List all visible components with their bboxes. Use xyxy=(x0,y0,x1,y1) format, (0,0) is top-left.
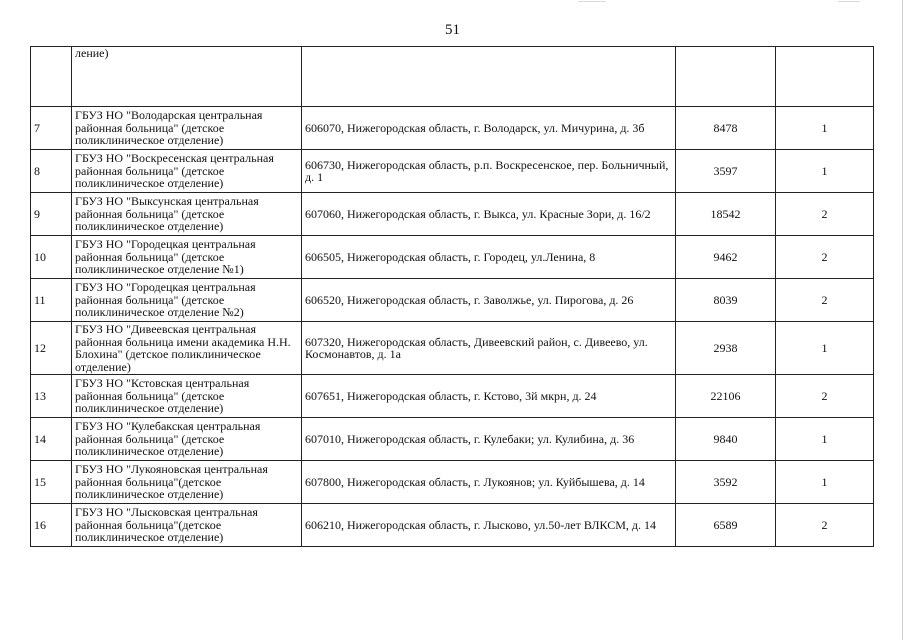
cell-name: ГБУЗ НО "Лукояновская центральная районная больница"(детское поликлиническое отделение) xyxy=(72,461,302,504)
cell-num: 8 xyxy=(31,150,72,193)
cell-count: 22106 xyxy=(676,375,776,418)
cell-num: 11 xyxy=(31,279,72,322)
cell-count: 9840 xyxy=(676,418,776,461)
page-number: 51 xyxy=(445,22,460,38)
cell-units xyxy=(776,47,874,107)
cell-units: 1 xyxy=(776,322,874,375)
cell-units: 1 xyxy=(776,107,874,150)
cell-count: 6589 xyxy=(676,504,776,547)
cell-units: 1 xyxy=(776,150,874,193)
cell-address: 606210, Нижегородская область, г. Лысково, ул.50-лет ВЛКСМ, д. 14 xyxy=(302,504,676,547)
cell-address: 607651, Нижегородская область, г. Кстово, 3й мкрн, д. 24 xyxy=(302,375,676,418)
table-row xyxy=(31,322,874,375)
cell-name: ГБУЗ НО "Кстовская центральная районная больница" (детское поликлиническое отделение) xyxy=(72,375,302,418)
table-row xyxy=(31,193,874,236)
cell-count xyxy=(676,47,776,107)
cell-units: 1 xyxy=(776,418,874,461)
cell-count: 3597 xyxy=(676,150,776,193)
cell-units: 2 xyxy=(776,279,874,322)
cell-num: 9 xyxy=(31,193,72,236)
scan-artifact xyxy=(838,1,860,2)
table-row xyxy=(31,375,874,418)
table-row xyxy=(31,279,874,322)
cell-name: ГБУЗ НО "Городецкая центральная районная больница" (детское поликлиническое отделение №2) xyxy=(72,279,302,322)
cell-name: ГБУЗ НО "Городецкая центральная районная больница" (детское поликлиническое отделение №1) xyxy=(72,236,302,279)
cell-count: 2938 xyxy=(676,322,776,375)
scan-artifact xyxy=(578,1,606,2)
cell-units: 2 xyxy=(776,236,874,279)
cell-name: ГБУЗ НО "Лысковская центральная районная больница"(детское поликлиническое отделение) xyxy=(72,504,302,547)
cell-name: ГБУЗ НО "Кулебакская центральная районная больница" (детское поликлиническое отделение) xyxy=(72,418,302,461)
cell-units: 2 xyxy=(776,193,874,236)
cell-address: 607320, Нижегородская область, Дивеевский район, с. Дивеево, ул. Космонавтов, д. 1а xyxy=(302,322,676,375)
cell-count: 3592 xyxy=(676,461,776,504)
cell-address: 606505, Нижегородская область, г. Городец, ул.Ленина, 8 xyxy=(302,236,676,279)
cell-num: 7 xyxy=(31,107,72,150)
table-row xyxy=(31,504,874,547)
cell-count: 8478 xyxy=(676,107,776,150)
cell-address xyxy=(302,47,676,107)
cell-num xyxy=(31,47,72,107)
cell-num: 14 xyxy=(31,418,72,461)
cell-count: 9462 xyxy=(676,236,776,279)
cell-num: 15 xyxy=(31,461,72,504)
cell-units: 1 xyxy=(776,461,874,504)
cell-address: 606730, Нижегородская область, р.п. Воскресенское, пер. Больничный, д. 1 xyxy=(302,150,676,193)
cell-count: 8039 xyxy=(676,279,776,322)
cell-name: ГБУЗ НО "Дивеевская центральная районная больница имени академика Н.Н. Блохина" (детское поликлиническое отделение) xyxy=(72,322,302,375)
cell-num: 10 xyxy=(31,236,72,279)
cell-address: 606520, Нижегородская область, г. Заволжье, ул. Пирогова, д. 26 xyxy=(302,279,676,322)
cell-units: 2 xyxy=(776,504,874,547)
table-row xyxy=(31,107,874,150)
cell-address: 607010, Нижегородская область, г. Кулебаки; ул. Кулибина, д. 36 xyxy=(302,418,676,461)
cell-name: ГБУЗ НО "Выксунская центральная районная больница" (детское поликлиническое отделение) xyxy=(72,193,302,236)
cell-address: 607800, Нижегородская область, г. Лукоянов; ул. Куйбышева, д. 14 xyxy=(302,461,676,504)
table-row xyxy=(31,418,874,461)
cell-units: 2 xyxy=(776,375,874,418)
table-row xyxy=(31,461,874,504)
cell-address: 607060, Нижегородская область, г. Выкса, ул. Красные Зори, д. 16/2 xyxy=(302,193,676,236)
table-row xyxy=(31,150,874,193)
table-row-continued xyxy=(31,47,874,107)
cell-name: ГБУЗ НО "Воскресенская центральная районная больница" (детское поликлиническое отделение) xyxy=(72,150,302,193)
cell-name: ГБУЗ НО "Володарская центральная районная больница" (детское поликлиническое отделение) xyxy=(72,107,302,150)
scan-edge xyxy=(902,0,903,640)
table-row xyxy=(31,236,874,279)
cell-num: 13 xyxy=(31,375,72,418)
cell-num: 12 xyxy=(31,322,72,375)
cell-address: 606070, Нижегородская область, г. Володарск, ул. Мичурина, д. 3б xyxy=(302,107,676,150)
cell-count: 18542 xyxy=(676,193,776,236)
institutions-table xyxy=(30,46,874,547)
cell-name: ление) xyxy=(72,47,302,107)
cell-num: 16 xyxy=(31,504,72,547)
